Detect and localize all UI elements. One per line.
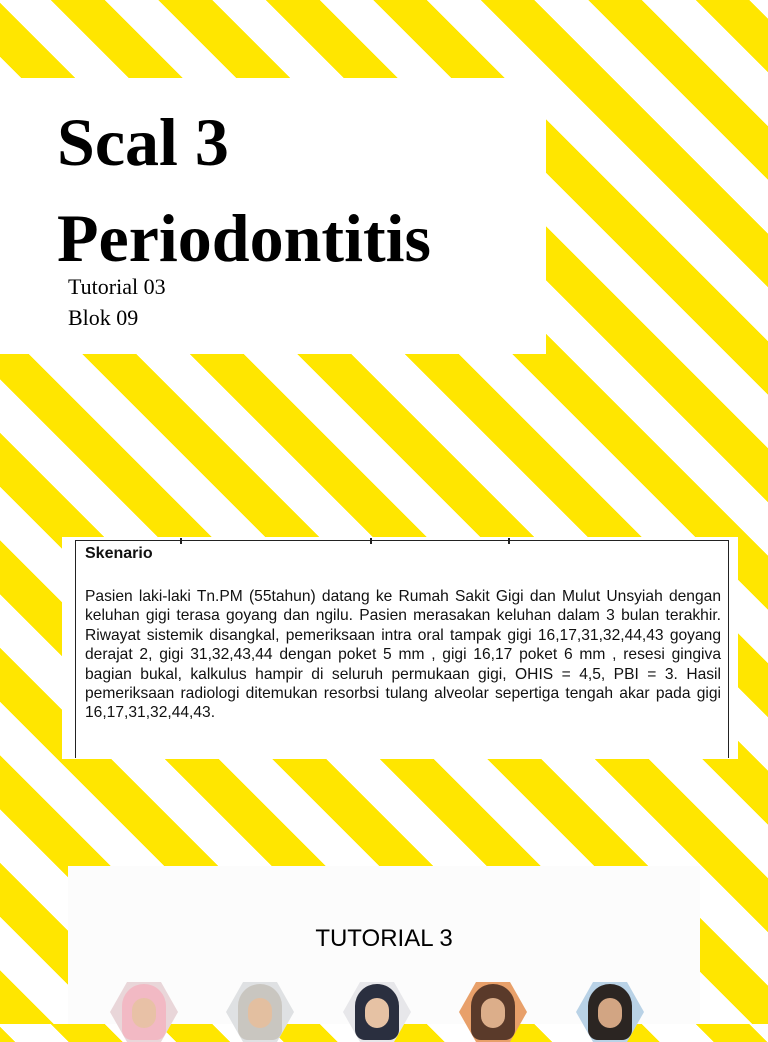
tutorial-heading: TUTORIAL 3: [315, 925, 453, 952]
scenario-frame: [75, 540, 729, 758]
table-tick: [370, 538, 372, 544]
scenario-panel: [62, 537, 738, 759]
member-photo: [343, 982, 411, 1042]
tutorial-card: [68, 866, 700, 1024]
member-photo: [576, 982, 644, 1042]
block-subtitle: Blok 09: [68, 305, 139, 330]
document-title-line-1: Scal 3: [57, 104, 229, 180]
member-photo: [110, 982, 178, 1042]
member-photo: [226, 982, 294, 1042]
table-tick: [508, 538, 510, 544]
document-title-line-2: Periodontitis: [57, 200, 431, 276]
scenario-text: Pasien laki-laki Tn.PM (55tahun) datang ke Rumah Sakit Gigi dan Mulut Unsyiah dengan keluhan gigi terasa goyang dan ngilu. Pasien merasakan keluhan dalam 3 bulan terakhir. Riwayat sistemik disangkal, pemeriksaan intra oral tampak gigi 16,17,31,32,44,43 goyang derajat 2, gigi 31,32,43,44 dengan poket 5 mm , gigi 16,17 poket 6 mm , resesi gingiva bagian bukal, kalkulus hampir di seluruh permukaan gigi, OHIS = 4,5, PBI = 3. Hasil pemeriksaan radiologi ditemukan resorbsi tulang alveolar sepertiga tengah akar pada gigi 16,17,31,32,44,43.: [85, 588, 721, 722]
title-card: [0, 78, 546, 354]
table-tick: [180, 538, 182, 544]
tutorial-subtitle: Tutorial 03: [68, 274, 166, 299]
member-photo: [459, 982, 527, 1042]
scenario-heading: Skenario: [85, 545, 153, 562]
